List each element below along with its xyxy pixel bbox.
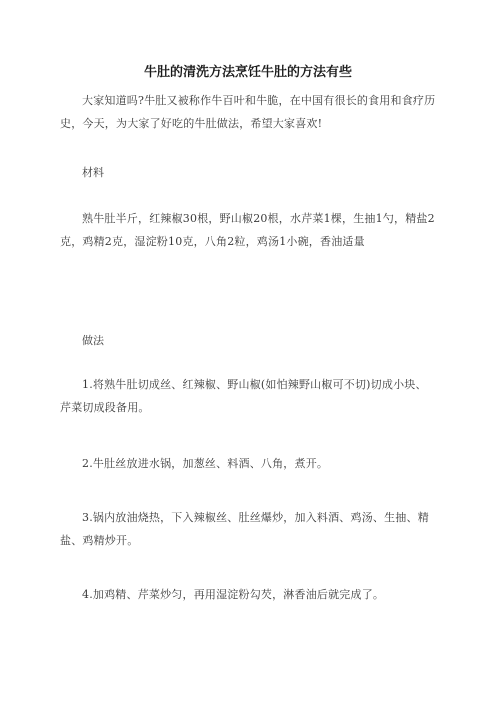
step-2-paragraph: 2.牛肚丝放进水锅，加葱丝、料酒、八角，煮开。: [82, 457, 329, 470]
step-4-paragraph: 4.加鸡精、芹菜炒匀，再用湿淀粉勾芡，淋香油后就完成了。: [82, 588, 385, 601]
materials-paragraph: 熟牛肚半斤，红辣椒30根，野山椒20根，水芹菜1棵，生抽1勺，精盐2克，鸡精2克，湿淀粉10克，八角2粒，鸡汤1小碗，香油适量: [60, 212, 435, 248]
intro-paragraph: 大家知道吗?牛肚又被称作牛百叶和牛脆，在中国有很长的食用和食疗历史，今天，为大家了好吃的牛肚做法，希望大家喜欢!: [60, 94, 436, 130]
method-heading: 做法: [82, 334, 104, 347]
step-3-paragraph: 3.锅内放油烧热，下入辣椒丝、肚丝爆炒，加入料酒、鸡汤、生抽、精盐、鸡精炒开。: [60, 511, 429, 547]
document-title: 牛肚的清洗方法烹饪牛肚的方法有些: [143, 65, 352, 80]
step-1-paragraph: 1.将熟牛肚切成丝、红辣椒、野山椒(如怕辣野山椒可不切)切成小块、芹菜切成段备用。: [60, 378, 427, 414]
materials-heading: 材料: [82, 166, 104, 179]
